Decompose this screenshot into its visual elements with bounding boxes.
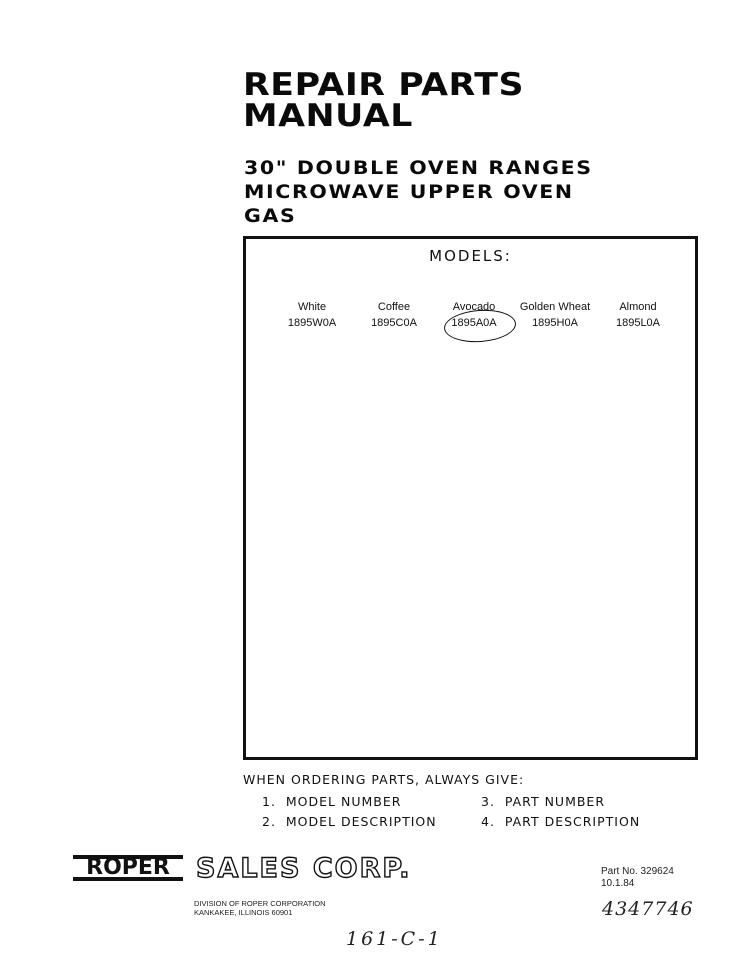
model-number: 1895A0A bbox=[451, 317, 497, 329]
part-number: Part No. 329624 bbox=[601, 866, 674, 877]
order-item-number: 4. bbox=[481, 814, 495, 829]
model-column-golden-wheat bbox=[512, 299, 598, 331]
order-item-label: PART DESCRIPTION bbox=[504, 814, 641, 829]
models-box bbox=[243, 236, 698, 760]
ordering-heading: WHEN ORDERING PARTS, ALWAYS GIVE: bbox=[243, 772, 525, 787]
model-color: White bbox=[297, 301, 327, 313]
part-number-block bbox=[601, 866, 674, 890]
title-line-2: MANUAL bbox=[243, 98, 413, 134]
order-item-number: 3. bbox=[481, 794, 495, 809]
order-item-1 bbox=[262, 794, 401, 809]
model-number: 1895W0A bbox=[287, 317, 337, 329]
division-line-2: KANKAKEE, ILLINOIS 60901 bbox=[194, 908, 293, 917]
title-line-1: REPAIR PARTS bbox=[243, 67, 525, 103]
document-title bbox=[243, 67, 525, 134]
subtitle-line-1: 30" DOUBLE OVEN RANGES bbox=[244, 157, 593, 179]
order-item-label: PART NUMBER bbox=[504, 794, 606, 809]
model-color: Almond bbox=[619, 301, 657, 313]
handwritten-number: 4347746 bbox=[602, 898, 694, 920]
order-item-label: MODEL NUMBER bbox=[285, 794, 402, 809]
order-item-2 bbox=[262, 814, 437, 829]
division-address bbox=[194, 899, 326, 917]
model-number: 1895L0A bbox=[615, 317, 661, 329]
model-column-coffee bbox=[356, 299, 432, 331]
model-color: Golden Wheat bbox=[519, 301, 591, 313]
company-name: SALES CORP. bbox=[196, 853, 412, 884]
models-heading: MODELS: bbox=[429, 247, 512, 265]
order-item-4 bbox=[481, 814, 640, 829]
order-item-3 bbox=[481, 794, 605, 809]
subtitle-line-2: MICROWAVE UPPER OVEN bbox=[244, 181, 574, 203]
model-color: Avocado bbox=[452, 301, 496, 313]
model-number: 1895H0A bbox=[532, 317, 578, 329]
print-date: 10.1.84 bbox=[601, 878, 635, 889]
model-column-almond bbox=[600, 299, 676, 331]
document-subtitle bbox=[244, 156, 593, 228]
division-line-1: DIVISION OF ROPER CORPORATION bbox=[194, 899, 326, 908]
handwritten-code: 161-C-1 bbox=[346, 928, 443, 950]
roper-logo: ROPER bbox=[73, 855, 183, 881]
subtitle-line-3: GAS bbox=[244, 205, 297, 227]
model-color: Coffee bbox=[377, 301, 411, 313]
model-column-white bbox=[274, 299, 350, 331]
order-item-label: MODEL DESCRIPTION bbox=[285, 814, 437, 829]
order-item-number: 2. bbox=[262, 814, 276, 829]
model-number: 1895C0A bbox=[371, 317, 417, 329]
order-item-number: 1. bbox=[262, 794, 276, 809]
